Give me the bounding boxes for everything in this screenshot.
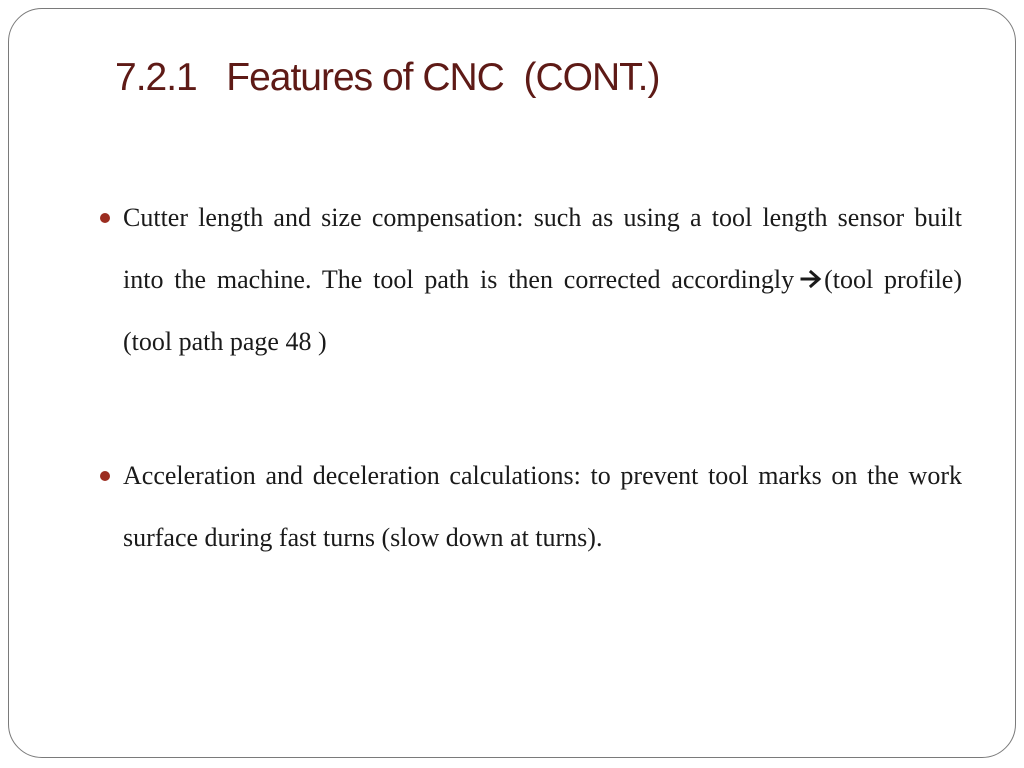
bullet-text-1 <box>123 187 962 373</box>
bullet-item-2 <box>96 458 962 569</box>
bullet-1-text-after-arrow: (tool profile) (tool path page 48 ) <box>123 265 962 356</box>
right-arrow-icon <box>800 269 824 289</box>
slide-frame <box>8 8 1016 758</box>
bullet-text-2: Acceleration and deceleration calculations: to prevent tool marks on the work surface during fast turns (slow down at turns). <box>123 461 962 552</box>
bullet-dot-icon <box>100 471 110 481</box>
bullet-item-1 <box>96 200 962 373</box>
bullet-dot-icon <box>100 213 110 223</box>
slide-title: 7.2.1 Features of CNC (CONT.) <box>115 56 660 99</box>
bullet-1-text-before-arrow: Cutter length and size compensation: such as using a tool length sensor built into the machine. The tool path is then corrected accordingly <box>123 203 962 294</box>
